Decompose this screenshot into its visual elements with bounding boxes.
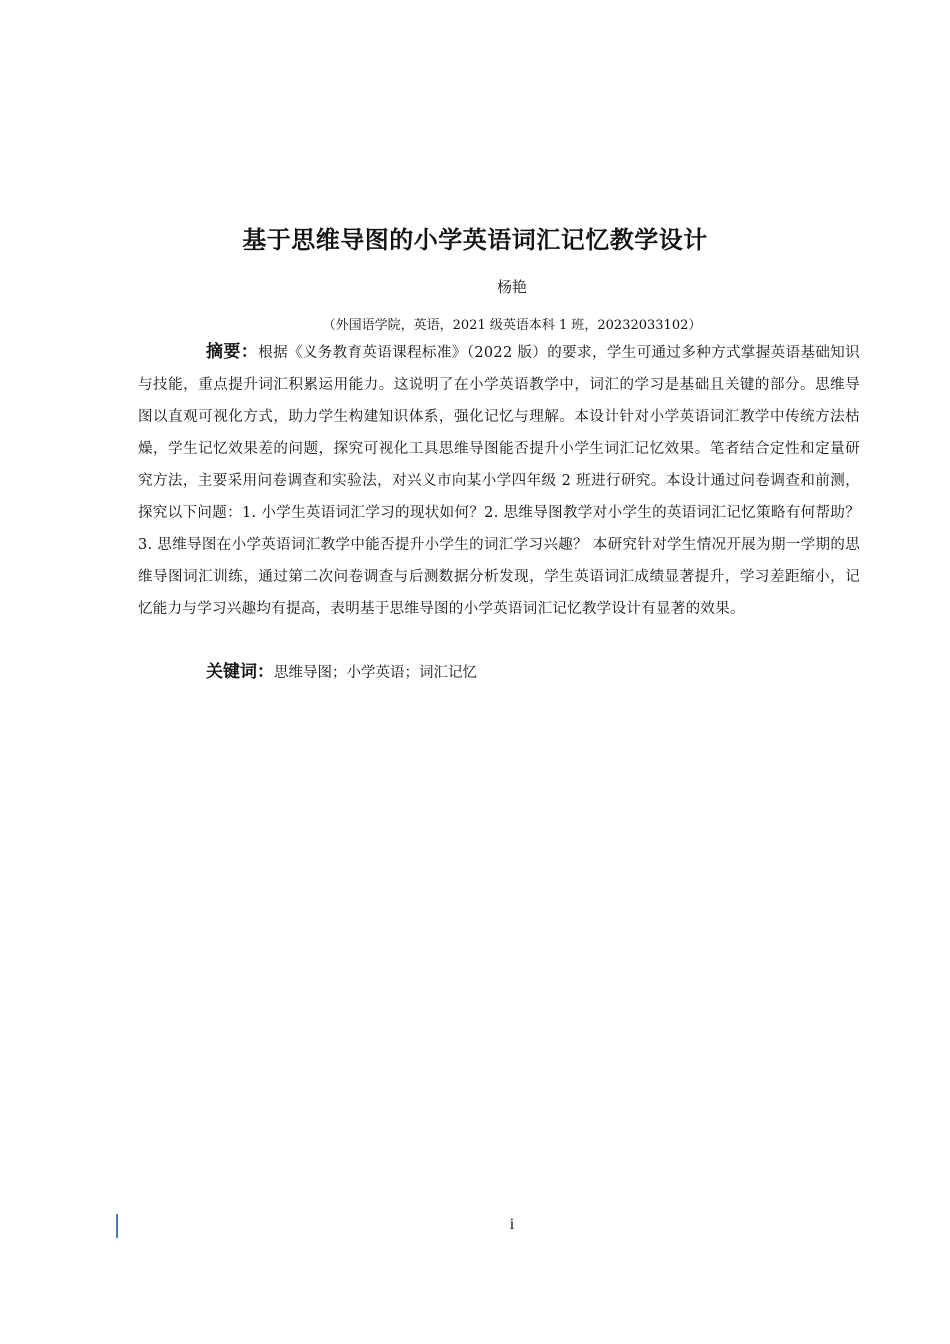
keywords-text: 思维导图；小学英语；词汇记忆 xyxy=(274,665,477,681)
abstract-text: 根据《义务教育英语课程标准》（2022 版）的要求，学生可通过多种方式掌握英语基础知识与技能，重点提升词汇积累运用能力。这说明了在小学英语教学中，词汇的学习是基础且关键的部分。思维导图以直观可视化方式，助力学生构建知识体系，强化记忆与理解。本设计针对小学英语词汇教学中传统方法枯燥，学生记忆效果差的问题，探究可视化工具思维导图能否提升小学生词汇记忆效果。笔者结合定性和定量研究方法，主要采用问卷调查和实验法，对兴义市向某小学四年级 2 班进行研究。本设计通过问卷调查和前测，探究以下问题：1. 小学生英语词汇学习的现状如何？2. 思维导图教学对小学生的英语词汇记忆策略有何帮助？3. 思维导图在小学英语词汇教学中能否提升小学生的词汇学习兴趣？ 本研究针对学生情况开展为期一学期的思维导图词汇训练，通过第二次问卷调查与后测数据分析发现，学生英语词汇成绩显著提升，学习差距缩小，记忆能力与学习兴趣均有提高，表明基于思维导图的小学英语词汇记忆教学设计有显著的效果。 xyxy=(138,345,860,617)
abstract-label: 摘要： xyxy=(206,342,259,362)
abstract-paragraph xyxy=(138,336,860,625)
page-number: i xyxy=(509,1216,515,1233)
keywords-line xyxy=(206,656,477,689)
author-affiliation: （外国语学院，英语，2021 级英语本科 1 班，20232033102） xyxy=(322,318,702,333)
keywords-label: 关键词： xyxy=(206,662,274,682)
paper-title: 基于思维导图的小学英语词汇记忆教学设计 xyxy=(242,226,708,254)
author-name: 杨艳 xyxy=(496,278,527,296)
